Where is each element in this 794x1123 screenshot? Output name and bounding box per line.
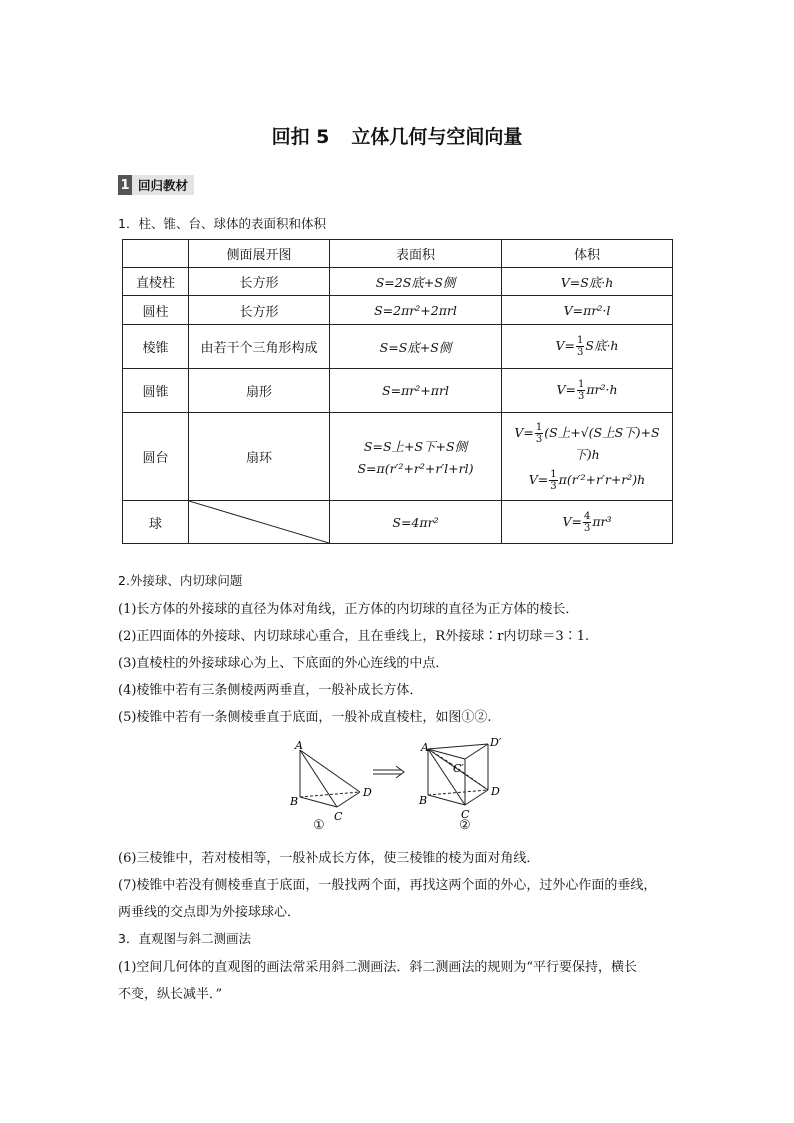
fraction <box>549 469 557 492</box>
row-volume <box>502 325 673 369</box>
label-B-2: B <box>419 794 428 807</box>
label-A-2: A <box>421 741 429 754</box>
row-name: 圆台 <box>123 413 189 501</box>
label-C-2: C <box>461 808 470 821</box>
section-header <box>118 175 194 195</box>
implies-arrow-icon <box>373 766 404 778</box>
numerator: 1 <box>550 468 557 480</box>
volume-line-1 <box>502 422 672 463</box>
table-row <box>123 413 673 501</box>
fraction <box>535 422 543 445</box>
title-main: 回扣 5 <box>271 126 330 148</box>
figure-caption-2: ② <box>459 818 471 833</box>
row-volume: V=πr²·l <box>502 296 673 325</box>
fraction <box>576 335 584 358</box>
item2-heading: 2.外接球、内切球问题 <box>118 573 243 588</box>
area-line-2: S=π(r′²+r²+r′l+rl) <box>357 461 474 476</box>
item2-line: (2)正四面体的外接球、内切球球心重合，且在垂线上，R外接球∶r内切球＝3∶1. <box>118 629 590 644</box>
label-D-prime: D′ <box>490 736 502 749</box>
denominator: 3 <box>577 347 584 358</box>
row-name: 直棱柱 <box>123 268 189 296</box>
row-name: 圆锥 <box>123 369 189 413</box>
item3-line: 不变，纵长减半．” <box>118 987 223 1002</box>
row-name: 圆柱 <box>123 296 189 325</box>
row-area: S=S底+S侧 <box>330 325 502 369</box>
row-area: S=4πr² <box>330 501 502 544</box>
area-line-1: S=S上+S下+S侧 <box>363 439 468 454</box>
label-B: B <box>290 795 299 808</box>
vol-prefix: V= <box>555 338 576 353</box>
section-label: 回归教材 <box>138 178 189 193</box>
item1-heading: 1．柱、锥、台、球体的表面积和体积 <box>118 216 326 231</box>
numerator: 4 <box>583 510 591 522</box>
fraction <box>583 511 591 534</box>
item2-line: (6)三棱锥中，若对棱相等，一般补成长方体，使三棱锥的棱为面对角线． <box>118 851 540 866</box>
vol-suffix: (S上+√(S上S下)+S下)h <box>544 424 660 462</box>
row-name: 棱锥 <box>123 325 189 369</box>
row-area: S=2S底+S侧 <box>330 268 502 296</box>
item2-line: (3)直棱柱的外接球球心为上、下底面的外心连线的中点． <box>118 656 449 671</box>
denominator: 3 <box>583 522 591 534</box>
table-header-cell: 表面积 <box>330 240 502 268</box>
item3-heading: 3．直观图与斜二测画法 <box>118 931 251 946</box>
page-title <box>0 122 794 149</box>
fraction <box>577 379 585 402</box>
pyramid-figure <box>285 735 555 835</box>
item2-line: 两垂线的交点即为外接球球心． <box>118 905 301 920</box>
item2-line: (1)长方体的外接球的直径为体对角线，正方体的内切球的直径为正方体的棱长． <box>118 602 579 617</box>
vol-suffix: πr²·h <box>586 382 618 397</box>
table-row <box>123 268 673 296</box>
denominator: 3 <box>535 433 543 445</box>
table-row <box>123 501 673 544</box>
label-A: A <box>295 739 303 752</box>
vol-suffix: π(r′²+r′r+r²)h <box>558 471 646 487</box>
row-volume: V=S底·h <box>502 268 673 296</box>
item2-line: (5)棱锥中若有一条侧棱垂直于底面，一般补成直棱柱，如图①②. <box>118 710 492 725</box>
table-row <box>123 369 673 413</box>
label-C: C <box>334 810 343 823</box>
table-header-cell: 体积 <box>502 240 673 268</box>
volume-line-2 <box>502 469 672 492</box>
item2-line: (7)棱锥中若没有侧棱垂直于底面，一般找两个面，再找这两个面的外心，过外心作面的垂线， <box>118 878 657 893</box>
item3-line: (1)空间几何体的直观图的画法常采用斜二测画法．斜二测画法的规则为“平行要保持，横长 <box>118 960 638 975</box>
vol-suffix: S底·h <box>585 338 619 353</box>
vol-prefix: V= <box>556 382 576 397</box>
title-sub: 立体几何与空间向量 <box>351 126 523 148</box>
vol-prefix: V= <box>562 513 582 529</box>
row-volume <box>502 501 673 544</box>
table-row <box>123 296 673 325</box>
row-unfold: 长方形 <box>189 296 330 325</box>
row-unfold: 由若干个三角形构成 <box>189 325 330 369</box>
row-volume <box>502 369 673 413</box>
section-number: 1 <box>118 175 132 195</box>
table-header-cell: 侧面展开图 <box>189 240 330 268</box>
label-D: D <box>363 786 372 799</box>
table-header-cell <box>123 240 189 268</box>
row-unfold: 扇形 <box>189 369 330 413</box>
item2-line: (4)棱锥中若有三条侧棱两两垂直，一般补成长方体． <box>118 683 423 698</box>
row-unfold-empty <box>189 501 330 544</box>
row-name: 球 <box>123 501 189 544</box>
row-area: S=2πr²+2πrl <box>330 296 502 325</box>
table-header-row <box>123 240 673 268</box>
row-unfold: 扇环 <box>189 413 330 501</box>
row-area: S=πr²+πrl <box>330 369 502 413</box>
label-D-2: D <box>491 785 500 798</box>
row-volume <box>502 413 673 501</box>
vol-prefix: V= <box>528 471 549 487</box>
row-unfold: 长方形 <box>189 268 330 296</box>
vol-prefix: V= <box>514 424 534 440</box>
numerator: 1 <box>535 421 543 433</box>
diagonal-line <box>189 501 329 543</box>
denominator: 3 <box>550 480 557 492</box>
numerator: 1 <box>577 379 585 390</box>
vol-suffix: πr³ <box>592 513 612 529</box>
table-row <box>123 325 673 369</box>
figure-caption-1: ① <box>313 818 325 833</box>
row-area <box>330 413 502 501</box>
denominator: 3 <box>577 391 585 402</box>
label-C-prime: C′ <box>453 762 464 775</box>
numerator: 1 <box>577 335 584 346</box>
formula-table <box>122 239 673 544</box>
figure-1-tetrahedron <box>300 750 360 807</box>
